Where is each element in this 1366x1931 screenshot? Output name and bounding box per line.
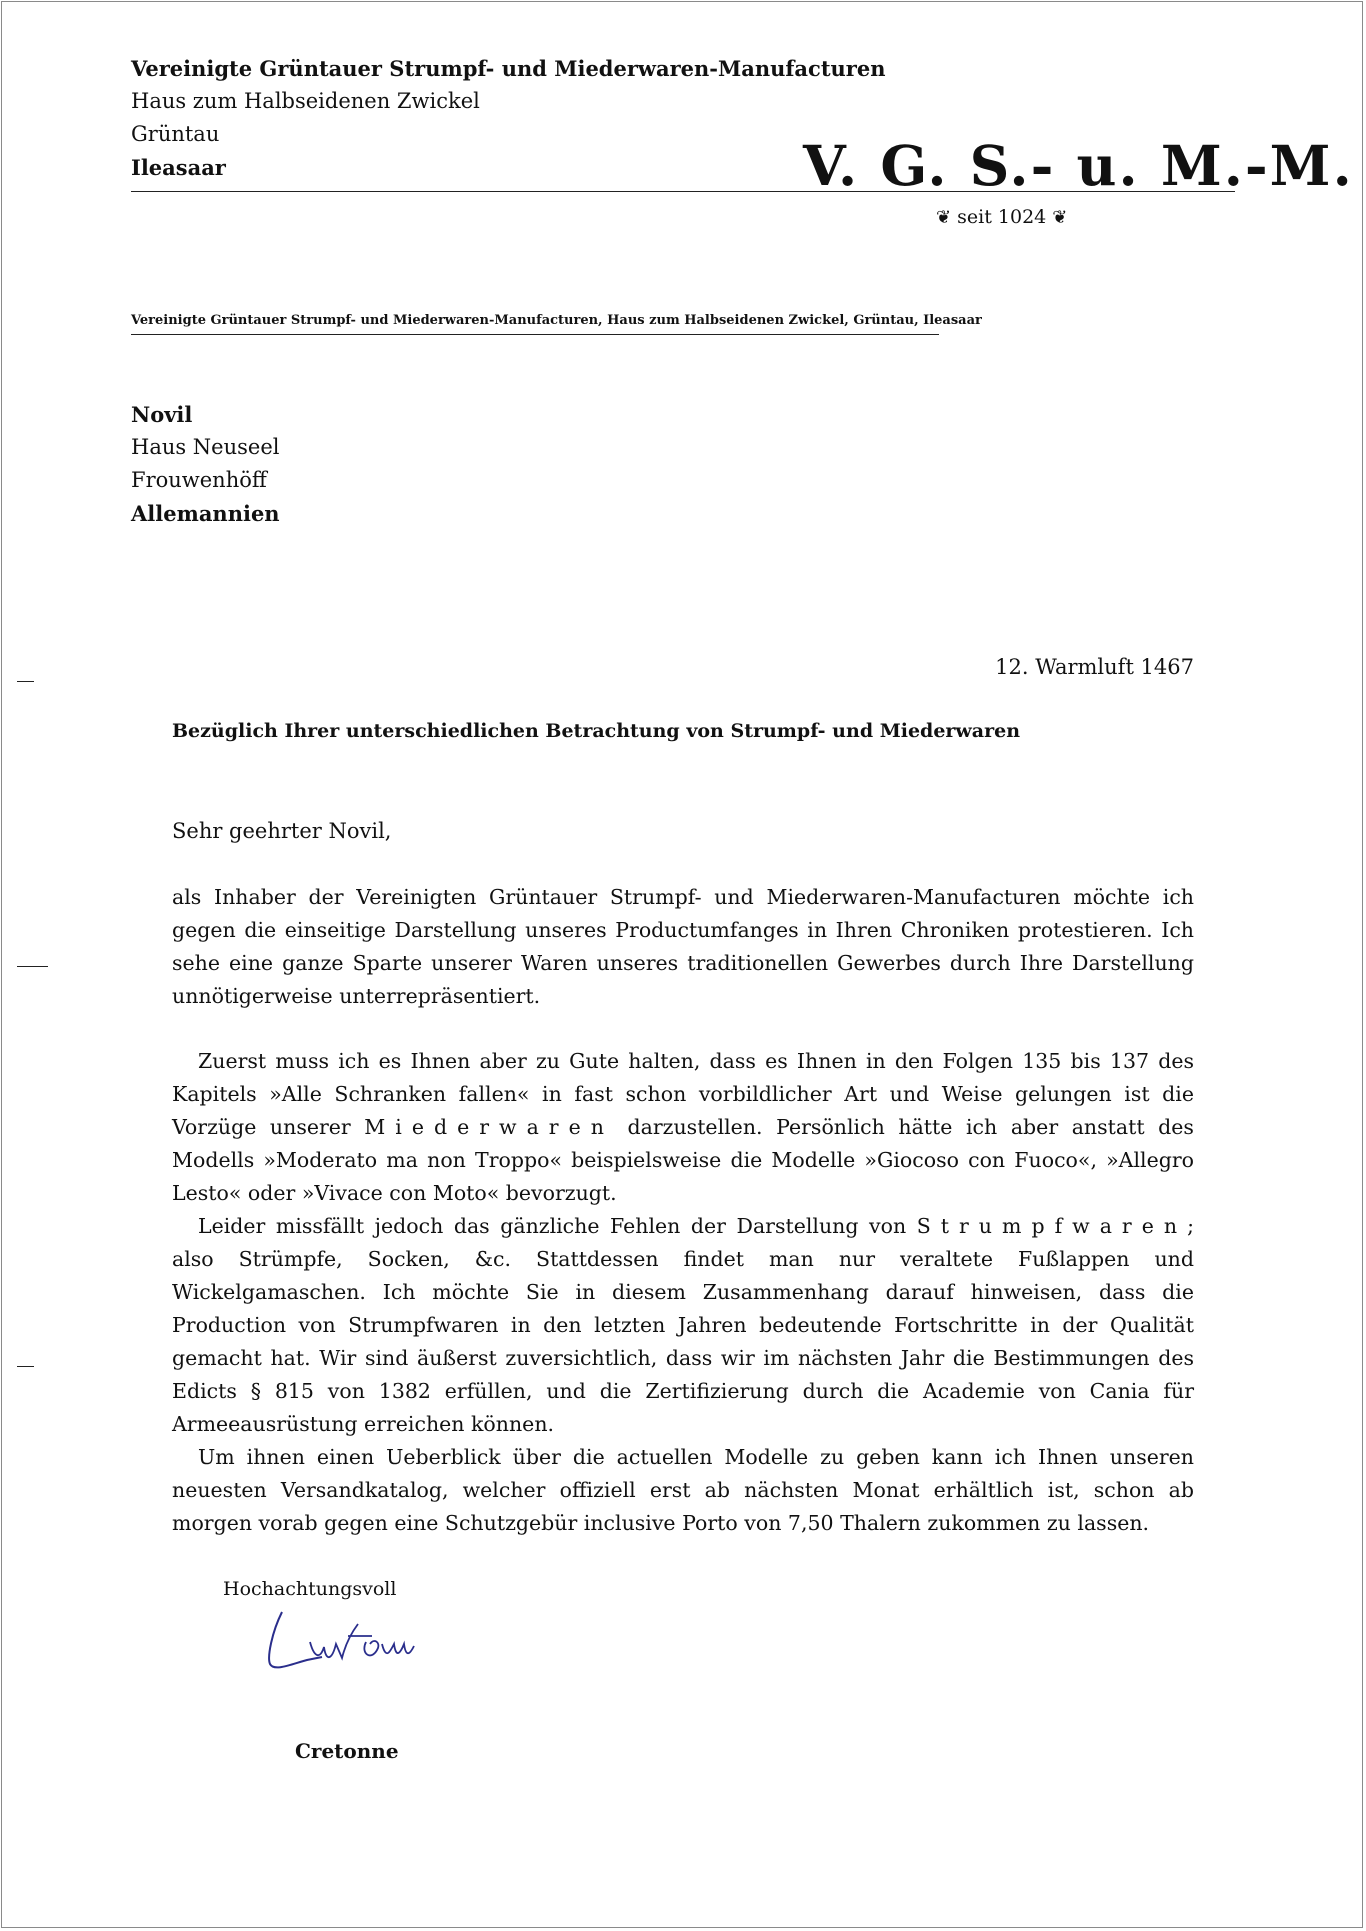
body-paragraph-2 bbox=[172, 1045, 1194, 1441]
closing-phrase: Hochachtungsvoll bbox=[223, 1578, 397, 1600]
recipient-name: Novil bbox=[131, 402, 193, 427]
founding-year: seit 1024 bbox=[957, 206, 1047, 228]
subject-line: Bezüglich Ihrer unterschiedlichen Betrachtung von Strumpf- und Miederwaren bbox=[172, 720, 1021, 742]
paragraph-2-text-d: ; also Strümpfe, Socken, &c. Stattdessen findet man nur veraltete Fußlappen und Wickelgamaschen. Ich möchte Sie in diesem Zusammenhang darauf hinweisen, dass die Production von Strumpfwaren in den letzten Jahren bedeutende Fortschritte in der Qualität gemacht hat. Wir sind äußerst zuversichtlich, dass wir im nächsten Jahr die Bestimmungen des Edicts § 815 von 1382 erfüllen, und die Zertifizierung durch die Academie von Cania für Armeeausrüstung erreichen können. bbox=[172, 1214, 1194, 1436]
ornament-left-icon: ❦ bbox=[936, 207, 952, 228]
company-monogram: V. G. S.- u. M.-M. bbox=[803, 133, 1354, 198]
sender-address bbox=[131, 52, 885, 184]
recipient-house: Haus Neuseel bbox=[131, 435, 280, 459]
paragraph-2-text-a: Zuerst muss ich es Ihnen aber zu Gute halten, dass es Ihnen in den Folgen 135 bis 137 des Kapitels »Alle Schranken fallen« in fast schon vorbildlicher Art und Weise gelungen ist die Vorzüge unserer bbox=[172, 1049, 1194, 1139]
handwritten-signature bbox=[262, 1602, 432, 1682]
fold-mark-top bbox=[17, 681, 34, 682]
sender-house: Haus zum Halbseidenen Zwickel bbox=[131, 89, 480, 113]
ornament-right-icon: ❦ bbox=[1052, 207, 1068, 228]
body-paragraph-3: Um ihnen einen Ueberblick über die actuellen Modelle zu geben kann ich Ihnen unseren neuesten Versandkatalog, welcher offiziell erst ab nächsten Monat erhältlich ist, schon ab morgen vorab gegen eine Schutzgebür inclusive Porto von 7,50 Thalern zukommen zu lassen. bbox=[172, 1445, 1194, 1535]
return-address-line: Vereinigte Grüntauer Strumpf- und Miederwaren-Manufacturen, Haus zum Halbseidenen Zwickel, Grüntau, Ileasaar bbox=[131, 313, 982, 328]
return-address-rule bbox=[131, 334, 939, 335]
body-paragraph-1: als Inhaber der Vereinigten Grüntauer Strumpf- und Miederwaren-Manufacturen möchte ich gegen die einseitige Darstellung unseres Productumfanges in Ihren Chroniken protestieren. Ich sehe eine ganze Sparte unserer Waren unseres traditionellen Gewerbes durch Ihre Darstellung unnötigerweise unterrepräsentiert. bbox=[172, 885, 1194, 1008]
paragraph-2-text-c: Leider missfällt jedoch das gänzliche Fehlen der Darstellung von bbox=[198, 1214, 907, 1238]
paragraph-2-continuation bbox=[172, 1210, 1194, 1441]
sender-company: Vereinigte Grüntauer Strumpf- und Miederwaren-Manufacturen bbox=[131, 56, 886, 81]
sender-town: Grüntau bbox=[131, 122, 220, 146]
signer-name: Cretonne bbox=[295, 1739, 399, 1763]
letter-date: 12. Warmluft 1467 bbox=[995, 655, 1194, 679]
letterhead-rule bbox=[131, 191, 1235, 192]
founding-line bbox=[936, 203, 1067, 232]
recipient-address bbox=[131, 398, 280, 530]
emphasis-strumpfwaren: Strumpfwaren bbox=[916, 1214, 1188, 1238]
paragraph-2-text-b: darzustellen. Persönlich hätte ich aber anstatt des Modells »Moderato ma non Troppo« beispielsweise die Modelle »Giocoso con Fuoco«, »Allegro Lesto« oder »Vivace con Moto« bevorzugt. bbox=[172, 1115, 1194, 1205]
fold-mark-bottom bbox=[17, 1366, 34, 1367]
recipient-country: Allemannien bbox=[131, 501, 280, 526]
salutation: Sehr geehrter Novil, bbox=[172, 819, 392, 843]
hole-punch-mark bbox=[17, 966, 48, 967]
recipient-town: Frouwenhöff bbox=[131, 468, 267, 492]
sender-region: Ileasaar bbox=[131, 155, 226, 180]
emphasis-miederwaren: Miederwaren bbox=[364, 1115, 614, 1139]
